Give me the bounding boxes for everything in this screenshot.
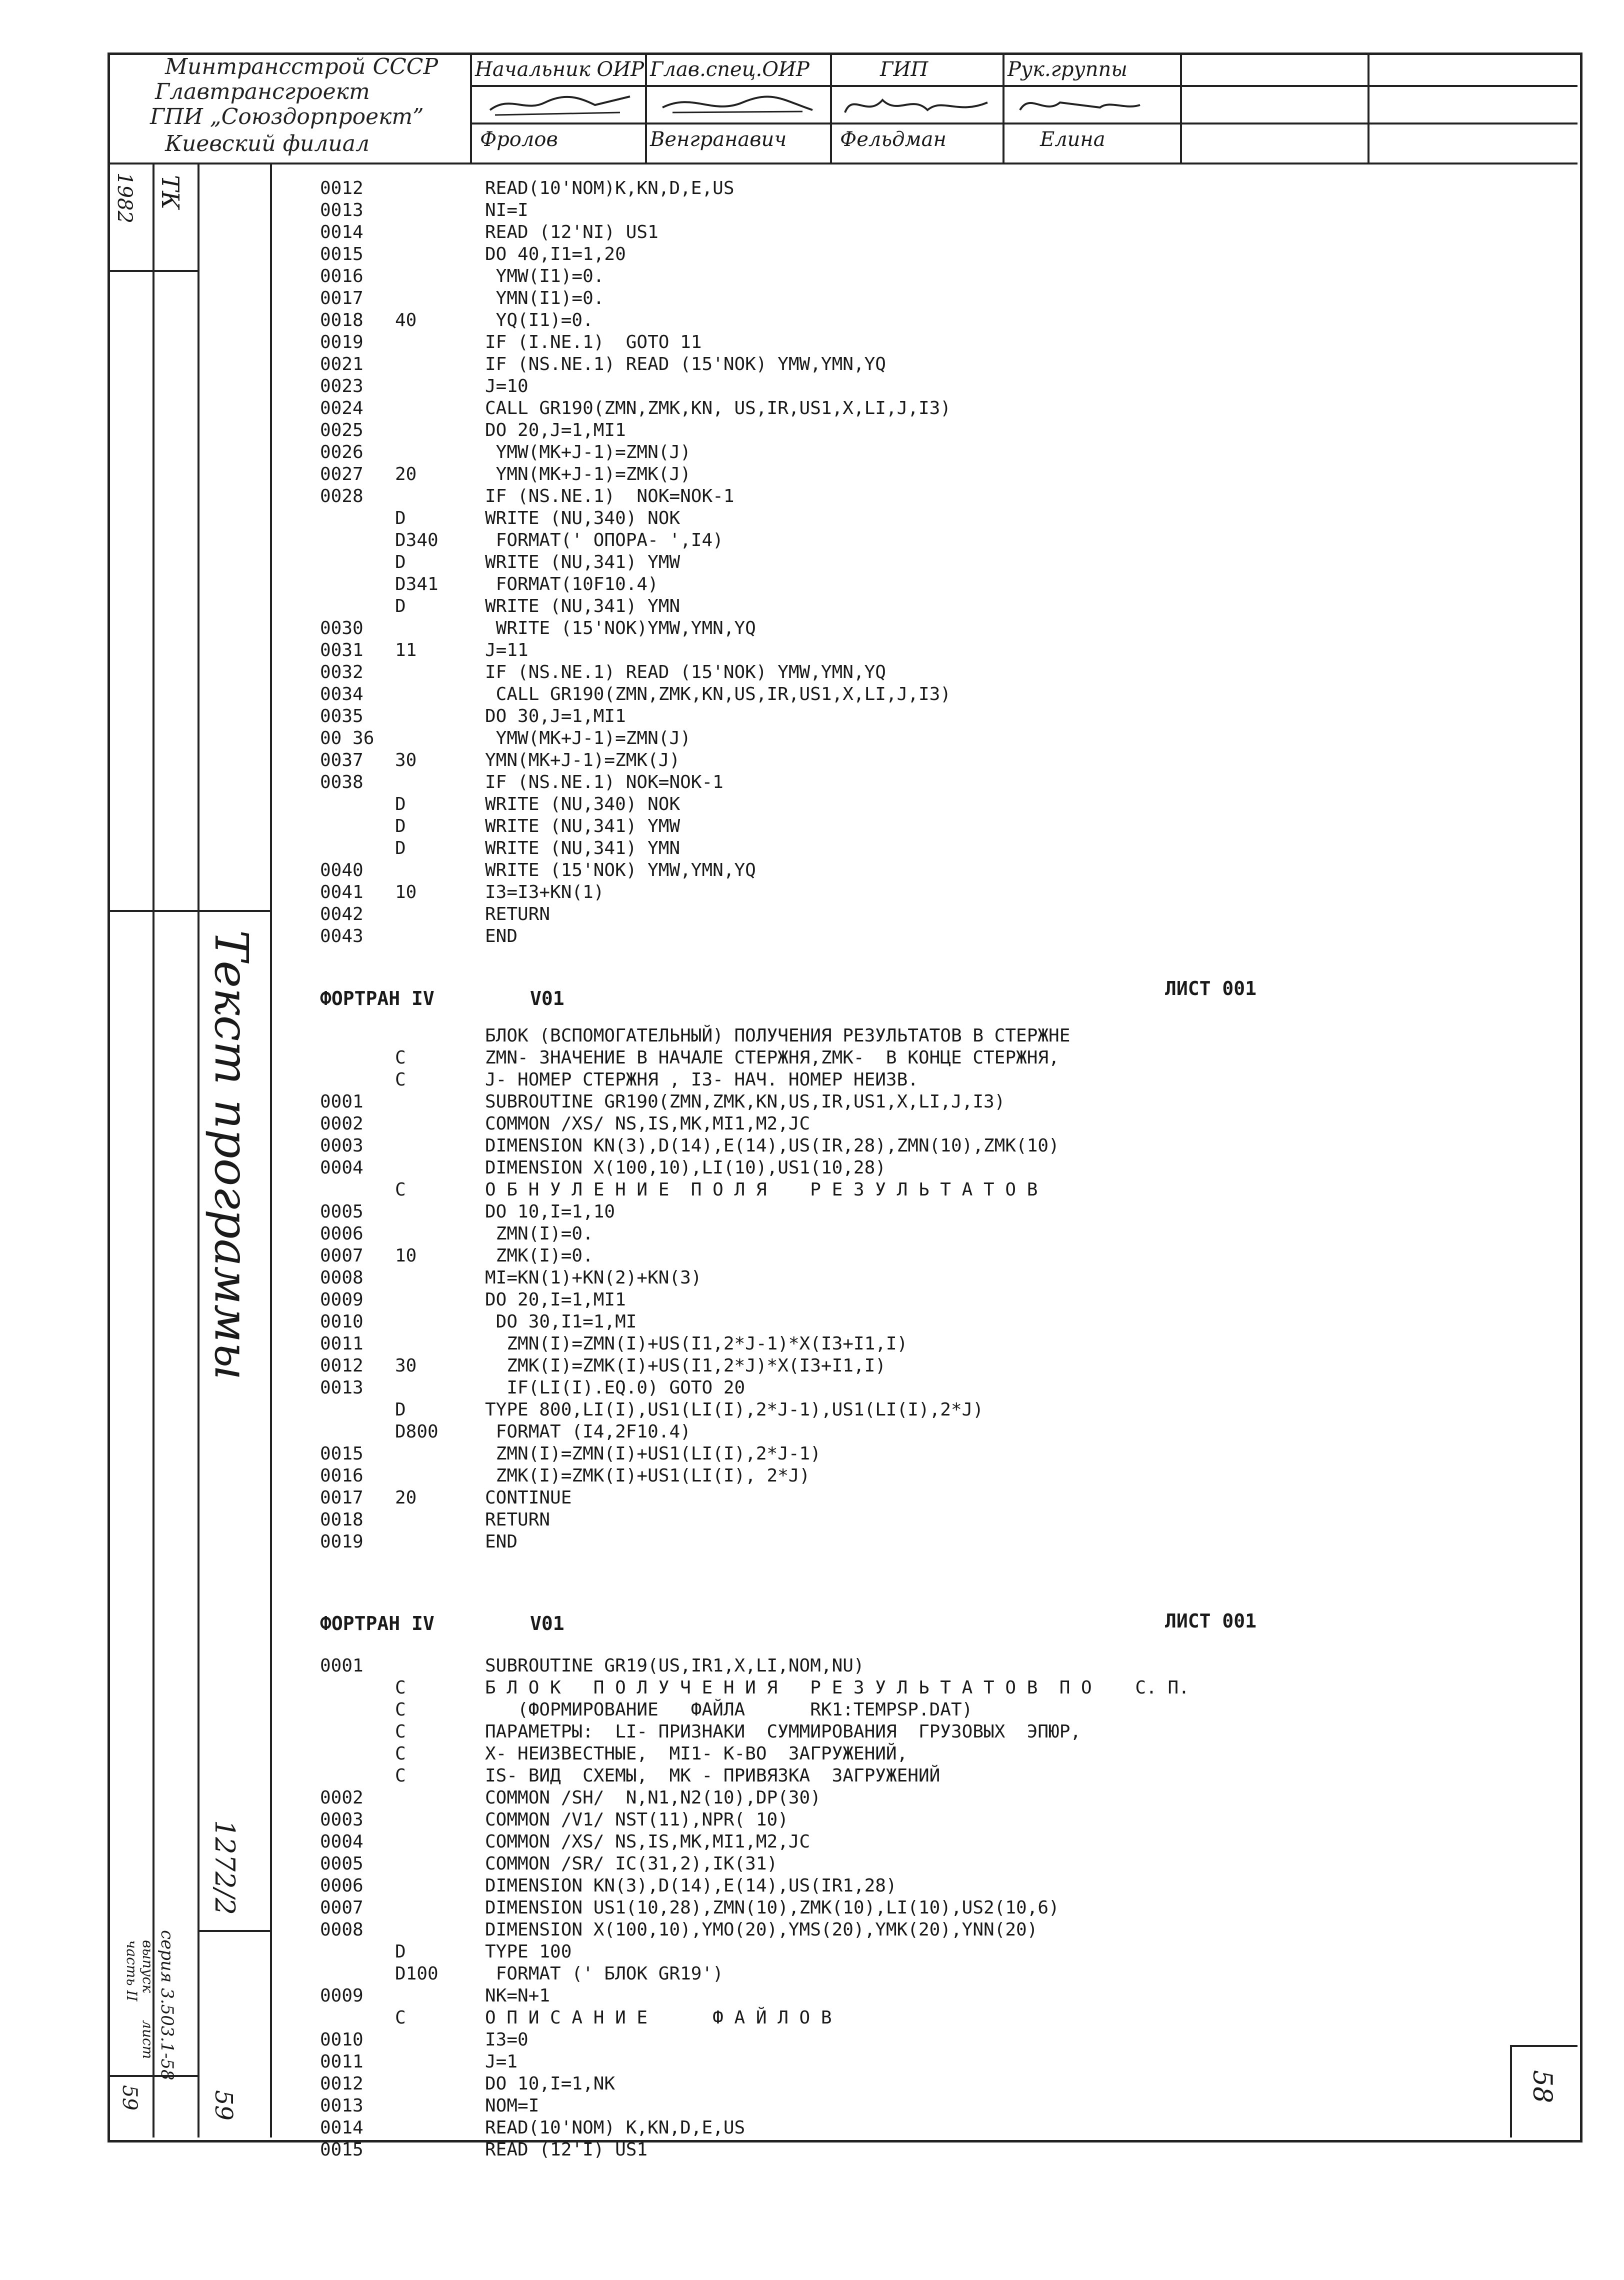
line-number: 0015	[320, 2140, 364, 2160]
line-label: D	[395, 596, 406, 616]
code-line: COMMON /SR/ IC(31,2),IK(31)	[485, 1854, 778, 1874]
code-line: TYPE 100	[485, 1942, 572, 1962]
title-col-line-5	[1180, 52, 1182, 162]
code-line: CALL GR190(ZMN,ZMK,KN,US,IR,US1,X,LI,J,I3)	[485, 684, 951, 704]
block2-header-lang: ФОРТРАН IV	[320, 988, 434, 1010]
code-line: DO 30,I1=1,MI	[485, 1312, 637, 1332]
line-number: 0006	[320, 1224, 364, 1244]
code-line: IF (NS.NE.1) READ (15'NOK) YMW,YMN,YQ	[485, 662, 886, 682]
code-line: RETURN	[485, 1510, 550, 1530]
line-number: 0041	[320, 882, 364, 902]
line-number: 0016	[320, 1466, 364, 1486]
code-line: О П И С А Н И Е Ф А Й Л О В	[485, 2008, 832, 2028]
line-label: D	[395, 1400, 406, 1420]
code-line: COMMON /XS/ NS,IS,MK,MI1,M2,JC	[485, 1114, 810, 1134]
code-line: NOM=I	[485, 2096, 540, 2116]
code-label: ТК	[156, 175, 184, 210]
code-line: DIMENSION KN(3),D(14),E(14),US(IR,28),ZMN(10),ZMK(10)	[485, 1136, 1060, 1156]
side-lower-divider	[198, 1930, 270, 1932]
code-line: DIMENSION KN(3),D(14),E(14),US(IR1,28)	[485, 1876, 897, 1896]
code-line: END	[485, 926, 518, 946]
code-line: ПАРАМЕТРЫ: LI- ПРИЗНАКИ СУММИРОВАНИЯ ГРУЗОВЫХ ЭПЮР,	[485, 1722, 1082, 1742]
line-number: 00 36	[320, 728, 374, 748]
line-number: 0007	[320, 1898, 364, 1918]
line-number: 0012	[320, 2074, 364, 2094]
line-number: 0013	[320, 1378, 364, 1398]
name-vengranovich: Венгранавич	[650, 128, 787, 151]
code-line: RETURN	[485, 904, 550, 924]
line-label: 20	[395, 1488, 417, 1508]
code-line: READ (12'NI) US1	[485, 222, 658, 242]
line-number: 0018	[320, 310, 364, 330]
side-strip-line-3	[270, 162, 272, 2138]
line-number: 0042	[320, 904, 364, 924]
signature-2	[652, 88, 822, 122]
code-line: CONTINUE	[485, 1488, 572, 1508]
page-box-left	[1510, 2045, 1512, 2138]
line-label: 30	[395, 750, 417, 770]
code-line: COMMON /SH/ N,N1,N2(10),DP(30)	[485, 1788, 821, 1808]
line-number: 0043	[320, 926, 364, 946]
signature-1	[480, 88, 640, 122]
code-line: TYPE 800,LI(I),US1(LI(I),2*J-1),US1(LI(I),2*J)	[485, 1400, 984, 1420]
code-line: WRITE (NU,340) NOK	[485, 794, 680, 814]
signature-3	[838, 88, 998, 122]
line-number: 0003	[320, 1136, 364, 1156]
line-number: 0011	[320, 1334, 364, 1354]
line-number: 0035	[320, 706, 364, 726]
line-label: D	[395, 816, 406, 836]
line-number: 0032	[320, 662, 364, 682]
line-label: C	[395, 1700, 406, 1720]
line-label: 10	[395, 1246, 417, 1266]
line-number: 0002	[320, 1788, 364, 1808]
code-line: ZMN(I)=ZMN(I)+US1(LI(I),2*J-1)	[485, 1444, 821, 1464]
signature-4	[1010, 88, 1170, 122]
code-line: IF (NS.NE.1) NOK=NOK-1	[485, 486, 734, 506]
code-line: DO 10,I=1,10	[485, 1202, 616, 1222]
line-label: C	[395, 1722, 406, 1742]
code-line: WRITE (NU,341) YMN	[485, 596, 680, 616]
line-label: 40	[395, 310, 417, 330]
line-label: D	[395, 508, 406, 528]
block2-header-sheet: ЛИСТ 001	[1165, 978, 1257, 1000]
line-label: C	[395, 2008, 406, 2028]
code-line: DIMENSION US1(10,28),ZMN(10),ZMK(10),LI(10),US2(10,6)	[485, 1898, 1060, 1918]
line-number: 0023	[320, 376, 364, 396]
side-strip-line-1	[152, 162, 154, 2138]
line-label: D100	[395, 1964, 438, 1984]
code-line: CALL GR190(ZMN,ZMK,KN, US,IR,US1,X,LI,J,I3)	[485, 398, 951, 418]
line-number: 0001	[320, 1656, 364, 1676]
role-chief-specialist: Глав.спец.ОИР	[650, 58, 810, 81]
line-number: 0009	[320, 1986, 364, 2006]
line-number: 0017	[320, 1488, 364, 1508]
code-line: WRITE (NU,341) YMN	[485, 838, 680, 858]
code-line: YMN(MK+J-1)=ZMK(J)	[485, 750, 680, 770]
code-line: NI=I	[485, 200, 528, 220]
code-line: DO 30,J=1,MI1	[485, 706, 626, 726]
line-number: 0018	[320, 1510, 364, 1530]
line-number: 0034	[320, 684, 364, 704]
line-number: 0010	[320, 2030, 364, 2050]
line-label: D	[395, 1942, 406, 1962]
side-stamp-divider	[108, 910, 270, 912]
code-line: COMMON /XS/ NS,IS,MK,MI1,M2,JC	[485, 1832, 810, 1852]
code-line: ZMN- ЗНАЧЕНИЕ В НАЧАЛЕ СТЕРЖНЯ,ZMK- В КОНЦЕ СТЕРЖНЯ,	[485, 1048, 1060, 1068]
code-line: DO 40,I1=1,20	[485, 244, 626, 264]
code-line: J=10	[485, 376, 528, 396]
block3-header-version: V01	[530, 1612, 564, 1634]
title-col-line-4	[1002, 52, 1004, 162]
line-number: 0008	[320, 1268, 364, 1288]
code-line: IF (NS.NE.1) NOK=NOK-1	[485, 772, 724, 792]
name-frolov: Фролов	[480, 128, 558, 151]
line-number: 0019	[320, 332, 364, 352]
line-label: D	[395, 838, 406, 858]
code-line: IF(LI(I).EQ.0) GOTO 20	[485, 1378, 746, 1398]
line-number: 0005	[320, 1202, 364, 1222]
role-gip: ГИП	[880, 58, 928, 81]
org-line-4: Киевский филиал	[165, 131, 370, 156]
code-line: DO 20,I=1,MI1	[485, 1290, 626, 1310]
code-line: J=11	[485, 640, 528, 660]
code-line: ZMK(I)=ZMK(I)+US1(LI(I), 2*J)	[485, 1466, 810, 1486]
block3-header-lang: ФОРТРАН IV	[320, 1612, 434, 1634]
code-line: WRITE (NU,341) YMW	[485, 552, 680, 572]
code-line: WRITE (NU,340) NOK	[485, 508, 680, 528]
org-line-1: Минтрансстрой СССР	[165, 54, 438, 80]
line-number: 0017	[320, 288, 364, 308]
line-number: 0012	[320, 1356, 364, 1376]
code-line: ZMK(I)=0.	[485, 1246, 594, 1266]
code-line: DO 20,J=1,MI1	[485, 420, 626, 440]
line-number: 0006	[320, 1876, 364, 1896]
code-line: Б Л О К П О Л У Ч Е Н И Я Р Е З У Л Ь Т А Т О В П О С. П.	[485, 1678, 1190, 1698]
org-line-3: ГПИ „Союздорпроект”	[150, 104, 424, 130]
code-line: О Б Н У Л Е Н И Е П О Л Я Р Е З У Л Ь Т А Т О В	[485, 1180, 1038, 1200]
code-line: (ФОРМИРОВАНИЕ ФАЙЛА RK1:TEMPSP.DAT)	[485, 1700, 973, 1720]
block2-header-version: V01	[530, 988, 564, 1010]
name-elina: Елина	[1040, 128, 1106, 151]
code-line: YMN(I1)=0.	[485, 288, 604, 308]
code-line: IF (I.NE.1) GOTO 11	[485, 332, 702, 352]
code-line: DIMENSION X(100,10),YMO(20),YMS(20),YMK(20),YNN(20)	[485, 1920, 1038, 1940]
role-chief-oir: Начальник ОИР	[475, 58, 644, 81]
code-line: X- НЕИЗВЕСТНЫЕ, MI1- К-ВО ЗАГРУЖЕНИЙ,	[485, 1744, 908, 1764]
name-feldman: Фельдман	[840, 128, 946, 151]
line-number: 0012	[320, 178, 364, 198]
code-line: WRITE (NU,341) YMW	[485, 816, 680, 836]
line-label: C	[395, 1678, 406, 1698]
title-block-bottom-line	[108, 162, 1578, 164]
code-line: READ(10'NOM) K,KN,D,E,US	[485, 2118, 746, 2138]
code-line: NK=N+1	[485, 1986, 550, 2006]
code-line: ZMN(I)=ZMN(I)+US(I1,2*J-1)*X(I3+I1,I)	[485, 1334, 908, 1354]
page-box-top	[1510, 2045, 1578, 2047]
code-line: J=1	[485, 2052, 518, 2072]
code-line: FORMAT (' БЛОК GR19')	[485, 1964, 724, 1984]
doc-number: 1272/2	[209, 1820, 240, 1915]
code-line: YMW(MK+J-1)=ZMN(J)	[485, 442, 691, 462]
line-number: 0011	[320, 2052, 364, 2072]
line-label: C	[395, 1744, 406, 1764]
line-number: 0010	[320, 1312, 364, 1332]
side-bottom-divider	[108, 2075, 198, 2077]
code-line: READ(10'NOM)K,KN,D,E,US	[485, 178, 734, 198]
line-number: 0040	[320, 860, 364, 880]
side-strip-line-2	[198, 162, 200, 2138]
line-number: 0013	[320, 2096, 364, 2116]
issue-label: выпуск	[140, 1940, 156, 1993]
code-line: FORMAT (I4,2F10.4)	[485, 1422, 691, 1442]
line-number: 0001	[320, 1092, 364, 1112]
line-number: 0026	[320, 442, 364, 462]
line-label: 20	[395, 464, 417, 484]
side-year-divider	[108, 270, 198, 272]
line-number: 0037	[320, 750, 364, 770]
title-col-line-2	[645, 52, 647, 162]
code-line: БЛОК (ВСПОМОГАТЕЛЬНЫЙ) ПОЛУЧЕНИЯ РЕЗУЛЬТАТОВ В СТЕРЖНЕ	[485, 1026, 1070, 1046]
code-line: I3=0	[485, 2030, 528, 2050]
line-number: 0003	[320, 1810, 364, 1830]
title-row-line-2	[470, 122, 1578, 124]
line-number: 0004	[320, 1832, 364, 1852]
code-line: SUBROUTINE GR19(US,IR1,X,LI,NOM,NU)	[485, 1656, 864, 1676]
line-number: 0008	[320, 1920, 364, 1940]
line-number: 0007	[320, 1246, 364, 1266]
year-label: 1982	[113, 172, 136, 224]
side-page-number: 59	[118, 2085, 141, 2110]
line-number: 0021	[320, 354, 364, 374]
line-number: 0025	[320, 420, 364, 440]
code-line: FORMAT(10F10.4)	[485, 574, 658, 594]
code-line: DIMENSION X(100,10),LI(10),US1(10,28)	[485, 1158, 886, 1178]
code-line: YQ(I1)=0.	[485, 310, 594, 330]
page-number: 58	[1527, 2070, 1557, 2104]
code-line: DO 10,I=1,NK	[485, 2074, 616, 2094]
code-line: ZMN(I)=0.	[485, 1224, 594, 1244]
title-col-line-1	[470, 52, 472, 162]
line-label: C	[395, 1048, 406, 1068]
code-line: WRITE (15'NOK)YMW,YMN,YQ	[485, 618, 756, 638]
block3-header-sheet: ЛИСТ 001	[1165, 1610, 1257, 1632]
line-label: D340	[395, 530, 438, 550]
line-label: C	[395, 1766, 406, 1786]
line-number: 0031	[320, 640, 364, 660]
page-small: 59	[210, 2090, 238, 2121]
line-number: 0030	[320, 618, 364, 638]
role-group-lead: Рук.группы	[1008, 58, 1128, 81]
line-label: D341	[395, 574, 438, 594]
line-number: 0005	[320, 1854, 364, 1874]
line-number: 0016	[320, 266, 364, 286]
line-label: C	[395, 1070, 406, 1090]
code-line: J- НОМЕР СТЕРЖНЯ , I3- НАЧ. НОМЕР НЕИЗВ.	[485, 1070, 918, 1090]
line-label: 30	[395, 1356, 417, 1376]
line-number: 0038	[320, 772, 364, 792]
line-label: D	[395, 794, 406, 814]
title-row-line-1	[470, 85, 1578, 87]
title-col-line-3	[830, 52, 832, 162]
code-line: YMN(MK+J-1)=ZMK(J)	[485, 464, 691, 484]
main-title: Текст программы	[204, 930, 258, 1380]
line-label: 10	[395, 882, 417, 902]
line-label: 11	[395, 640, 417, 660]
line-number: 0009	[320, 1290, 364, 1310]
code-line: ZMK(I)=ZMK(I)+US(I1,2*J)*X(I3+I1,I)	[485, 1356, 886, 1376]
code-line: I3=I3+KN(1)	[485, 882, 604, 902]
line-number: 0014	[320, 222, 364, 242]
code-line: READ (12'I) US1	[485, 2140, 648, 2160]
code-line: MI=KN(1)+KN(2)+KN(3)	[485, 1268, 702, 1288]
line-number: 0004	[320, 1158, 364, 1178]
code-line: WRITE (15'NOK) YMW,YMN,YQ	[485, 860, 756, 880]
line-number: 0024	[320, 398, 364, 418]
line-number: 0028	[320, 486, 364, 506]
line-number: 0013	[320, 200, 364, 220]
code-line: IF (NS.NE.1) READ (15'NOK) YMW,YMN,YQ	[485, 354, 886, 374]
code-line: SUBROUTINE GR190(ZMN,ZMK,KN,US,IR,US1,X,LI,J,I3)	[485, 1092, 1006, 1112]
line-number: 0014	[320, 2118, 364, 2138]
org-line-2: Главтрансгроект	[155, 79, 370, 104]
series-label: серия 3.503.1-58	[157, 1930, 177, 2080]
line-label: D800	[395, 1422, 438, 1442]
code-line: YMW(MK+J-1)=ZMN(J)	[485, 728, 691, 748]
code-line: FORMAT(' ОПОРА- ',I4)	[485, 530, 724, 550]
line-label: C	[395, 1180, 406, 1200]
code-line: YMW(I1)=0.	[485, 266, 604, 286]
code-line: END	[485, 1532, 518, 1552]
line-number: 0019	[320, 1532, 364, 1552]
code-line: IS- ВИД СХЕМЫ, MK - ПРИВЯЗКА ЗАГРУЖЕНИЙ	[485, 1766, 940, 1786]
line-label: D	[395, 552, 406, 572]
sheet-label: лист	[140, 2020, 156, 2060]
line-number: 0015	[320, 244, 364, 264]
title-col-line-6	[1368, 52, 1370, 162]
line-number: 0002	[320, 1114, 364, 1134]
part-label: часть II	[124, 1940, 140, 2002]
line-number: 0027	[320, 464, 364, 484]
code-line: COMMON /V1/ NST(11),NPR( 10)	[485, 1810, 788, 1830]
line-number: 0015	[320, 1444, 364, 1464]
